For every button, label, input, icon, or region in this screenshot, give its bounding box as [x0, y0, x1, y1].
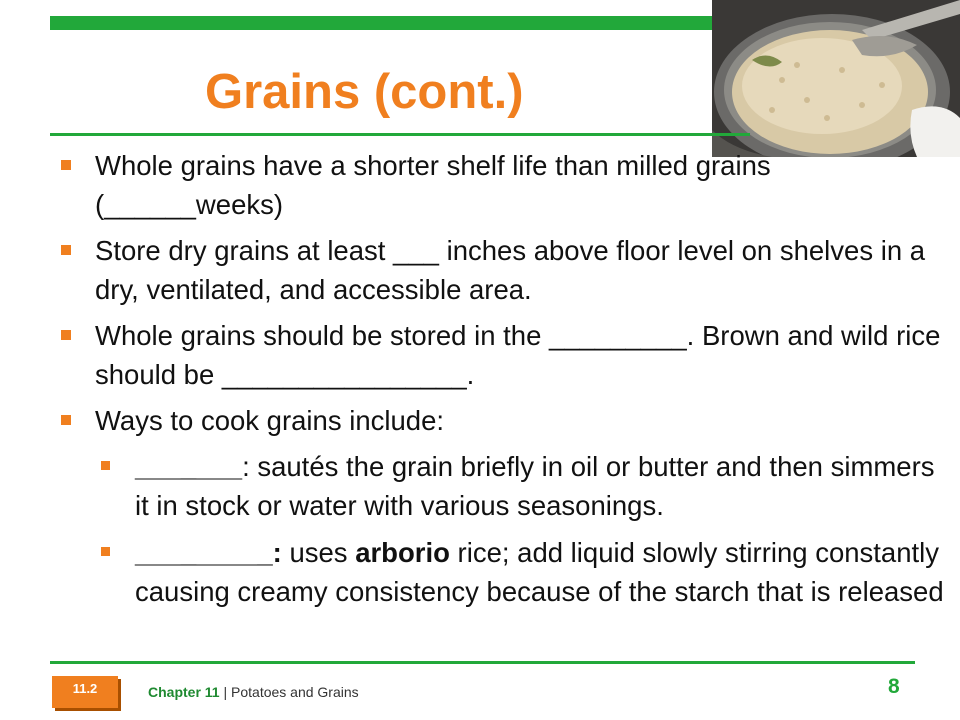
- sub-bullet-text: [135, 533, 948, 611]
- section-badge: 11.2: [52, 676, 118, 708]
- title-underline: [50, 133, 750, 136]
- bullet-text: Ways to cook grains include:: [95, 405, 445, 436]
- square-bullet-icon: [61, 330, 71, 340]
- sub-bullet-body: rice; add liquid slowly stirring constantly causing creamy consistency because of the starch that is released: [135, 537, 944, 607]
- square-bullet-icon: [101, 461, 110, 470]
- chapter-label: Chapter 11: [148, 684, 220, 700]
- bullet-text: Whole grains have a shorter shelf life than milled grains (______weeks): [95, 150, 771, 220]
- sub-bullet-item: [98, 447, 948, 525]
- square-bullet-icon: [61, 245, 71, 255]
- footer-chapter: [148, 684, 359, 700]
- square-bullet-icon: [61, 415, 71, 425]
- bullet-item: [58, 146, 948, 224]
- square-bullet-icon: [61, 160, 71, 170]
- footer-rule: [50, 661, 915, 664]
- emphasis-term: arborio: [355, 537, 450, 568]
- footer-separator: |: [219, 684, 232, 700]
- bullet-item: [58, 316, 948, 394]
- blank-term: _________:: [135, 537, 282, 568]
- bullet-text: Store dry grains at least ___ inches above floor level on shelves in a dry, ventilated, and accessible area.: [95, 235, 926, 305]
- sub-bullet-item: [98, 533, 948, 611]
- slide-body: [58, 146, 948, 619]
- bullet-item: [58, 401, 948, 440]
- sub-bullet-text: [135, 447, 948, 525]
- bullet-item: [58, 231, 948, 309]
- blank-term: _______: [135, 451, 243, 482]
- bullet-text: Whole grains should be stored in the _________. Brown and wild rice should be ________________.: [95, 320, 941, 390]
- chapter-title: Potatoes and Grains: [231, 684, 359, 700]
- sub-bullet-body: : sautés the grain briefly in oil or butter and then simmers it in stock or water with various seasonings.: [135, 451, 935, 521]
- sub-bullet-body: uses: [281, 537, 356, 568]
- slide-title: Grains (cont.): [205, 65, 524, 119]
- square-bullet-icon: [101, 547, 110, 556]
- page-number: 8: [888, 675, 900, 698]
